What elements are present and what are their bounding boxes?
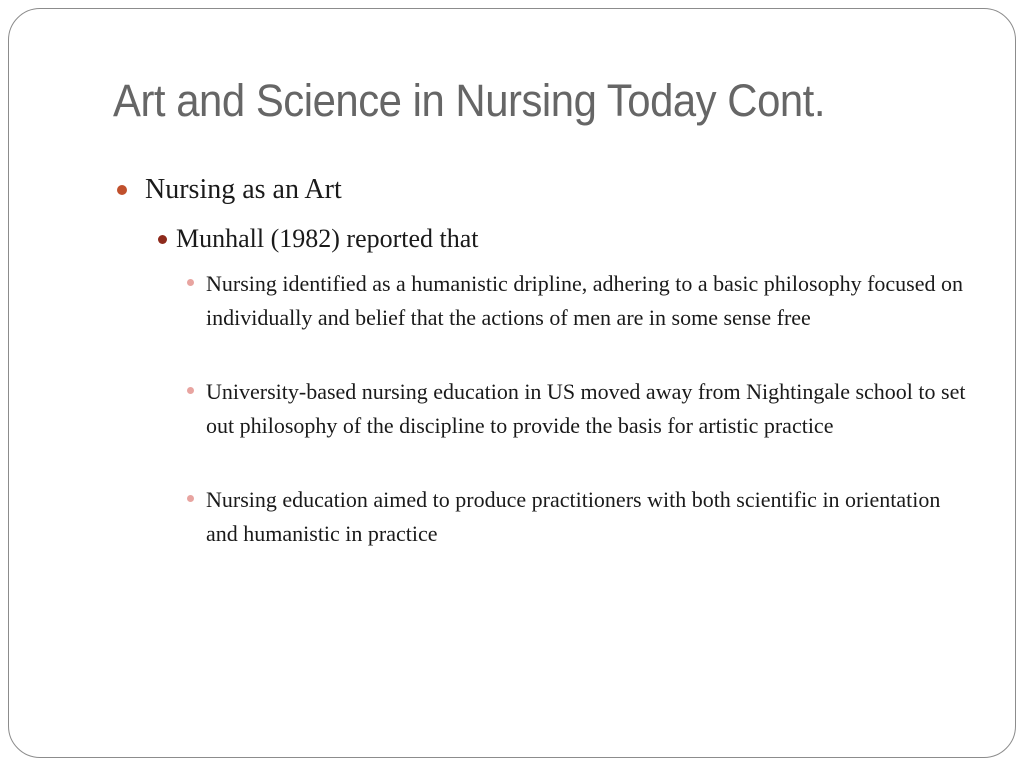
bullet-level3-text: University-based nursing education in US moved away from Nightingale school to set out philosophy of the discipline to provide the basis for artistic practice	[206, 379, 966, 438]
bullet-level2-icon	[158, 235, 167, 244]
bullet-level3-icon	[187, 495, 194, 502]
slide-title: Art and Science in Nursing Today Cont.	[113, 75, 826, 126]
bullet-level3-text: Nursing identified as a humanistic dripline, adhering to a basic philosophy focused on individually and belief that the actions of men are in some sense free	[206, 271, 964, 330]
bullet-level1-icon	[117, 185, 127, 195]
bullet-level3-text: Nursing education aimed to produce practitioners with both scientific in orientation and humanistic in practice	[206, 487, 941, 546]
bullet-level3-icon	[187, 387, 194, 394]
bullet-level3-icon	[187, 279, 194, 286]
slide-frame	[8, 8, 1016, 758]
bullet-level1-text: Nursing as an Art	[145, 174, 342, 205]
bullet-level2-text: Munhall (1982) reported that	[176, 224, 479, 253]
